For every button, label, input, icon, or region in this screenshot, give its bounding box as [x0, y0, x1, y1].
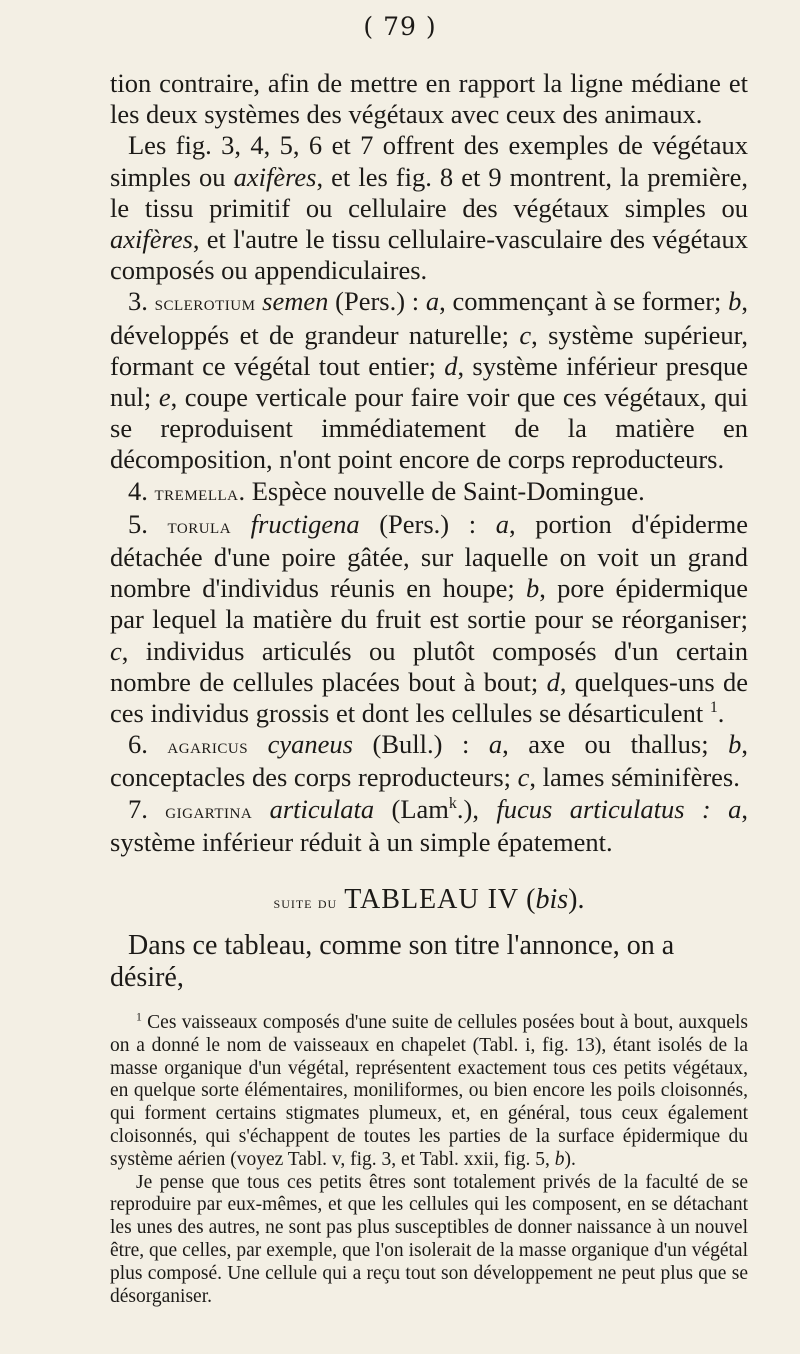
- letter-label: b: [526, 573, 540, 604]
- entry-number: 5.: [128, 508, 168, 539]
- letter-label: b: [554, 1148, 565, 1170]
- text-span: , système supérieur, formant ce végétal tout entier;: [110, 319, 748, 381]
- intro-line: Dans ce tableau, comme son titre l'annonce, on a désiré,: [110, 930, 675, 994]
- text-span: , système inférieur réduit à un simple épatement.: [110, 793, 749, 857]
- genus-name: gigartina: [165, 798, 253, 823]
- footnote-1: [110, 1012, 748, 1172]
- entry-number: 4.: [128, 475, 155, 506]
- figure-entry-6: [110, 729, 748, 793]
- text-span: tion contraire, afin de mettre en rapport la ligne médiane et les deux systèmes des végétaux avec ceux des animaux.: [110, 68, 748, 130]
- entry-number: 7.: [128, 793, 166, 824]
- text-span: , et les fig. 8 et 9 montrent, la première, le tissu primitif ou cellulaire des végétaux simples ou: [110, 161, 748, 223]
- text-span: (Pers.) :: [359, 508, 496, 539]
- heading-paren: (: [519, 884, 536, 916]
- text-span: , lames séminifères.: [529, 762, 740, 793]
- figure-entry-5: [110, 509, 748, 729]
- letter-label: c: [519, 319, 532, 350]
- footnote-marker: 1: [709, 699, 718, 717]
- species-name: semen: [255, 286, 329, 317]
- text-span: , et l'autre le tissu cellulaire-vasculaire des végétaux composés ou appendiculaires.: [110, 224, 748, 286]
- letter-label: d: [444, 350, 458, 381]
- heading-title: TABLEAU IV: [344, 884, 520, 916]
- italic-term: axifères: [233, 161, 317, 192]
- text-span: , coupe verticale pour faire voir que ces végétaux, qui se reproduisent immédiatement de la matière en décomposition, n'ont point encore de corps reproducteurs.: [110, 382, 748, 475]
- entry-number: 6.: [128, 729, 168, 760]
- text-span: .),: [456, 793, 497, 824]
- paragraph-2: [110, 130, 748, 286]
- superscript: k: [448, 794, 457, 812]
- entry-number: 3.: [128, 286, 155, 317]
- genus-name: agaricus: [167, 734, 249, 759]
- text-span: (Pers.) :: [328, 286, 426, 317]
- letter-label: a: [488, 729, 503, 760]
- text-span: , commençant à se former;: [439, 286, 729, 317]
- text-span: .: [717, 698, 725, 729]
- letter-label: e: [158, 382, 171, 413]
- species-name: cyaneus: [248, 729, 353, 760]
- text-span: , système inférieur presque nul;: [110, 350, 748, 413]
- footnote-number: 1: [136, 1010, 142, 1024]
- genus-name: sclerotium: [154, 291, 256, 316]
- heading-paren: ).: [568, 884, 585, 916]
- synonym-name: fucus articulatus :: [496, 793, 711, 824]
- text-span: (Lam: [374, 793, 449, 824]
- species-name: articulata: [252, 793, 375, 824]
- text-span: . Espèce nouvelle de Saint-Domingue.: [238, 475, 645, 506]
- text-span: , individus articulés ou plutôt composés d'un certain nombre de cellules placées bout à bout;: [110, 635, 748, 697]
- genus-name: torula: [167, 513, 232, 538]
- text-span: , développés et de grandeur naturelle;: [110, 286, 749, 350]
- letter-label: a: [425, 286, 440, 317]
- heading-bis: bis: [535, 884, 569, 916]
- heading-prefix: suite du: [273, 893, 338, 913]
- page-number: ( 79 ): [363, 12, 437, 41]
- letter-label: b: [728, 286, 742, 317]
- text-span: , quelques-uns de ces individus grossis et dont les cellules se désarticulent: [110, 666, 748, 729]
- text-span: , pore épidermique par lequel la matière du fruit est sortie pour se réorganiser;: [110, 573, 748, 635]
- letter-label: d: [546, 666, 560, 697]
- letter-label: b: [728, 729, 742, 760]
- figure-entry-7: [110, 794, 748, 858]
- main-text: [110, 68, 748, 858]
- genus-name: tremella: [154, 480, 239, 505]
- species-name: fructigena: [231, 508, 360, 539]
- letter-label: a: [495, 508, 509, 539]
- text-span: [711, 794, 728, 824]
- letter-label: c: [110, 635, 122, 666]
- text-span: , axe ou thallus;: [502, 729, 729, 760]
- text-span: (Bull.) :: [352, 729, 489, 760]
- text-span: Les fig. 3, 4, 5, 6 et 7 offrent des exemples de végétaux simples ou: [110, 130, 748, 192]
- letter-label: a: [728, 793, 742, 824]
- text-span: , portion d'épiderme détachée d'une poire gâtée, sur laquelle on voit un grand nombre d'individus réunis en houpe;: [110, 508, 748, 604]
- paragraph-1: [110, 68, 748, 130]
- text-span: , conceptacles des corps reproducteurs;: [110, 729, 748, 793]
- italic-term: axifères: [110, 224, 193, 255]
- figure-entry-3: [110, 286, 748, 475]
- section-heading: [110, 884, 748, 916]
- footnote-2: Je pense que tous ces petits êtres sont totalement privés de la faculté de se reproduire par eux-mêmes, et que les cellules qui les composent, en se détachant les unes des autres, ne sont pas plus susceptibles de donner naissance à un nouvel être, que celles, par exemple, que l'on isolerait de la masse organique d'un végétal plus composé. Une cellule qui a reçu tout son développement ne peut plus que se désorganiser.: [110, 1171, 748, 1307]
- letter-label: c: [517, 762, 530, 793]
- text-span: Ces vaisseaux composés d'une suite de cellules posées bout à bout, auxquels on a donné le nom de vaisseaux en chapelet (Tabl. i, fig. 13), étant isolés de la masse organique d'un végétal, représentent exactement tous ces petits végétaux, en quelque sorte élémentaires, moniliformes, ou bien encore les poils cloisonnés, qui forment certains stigmates plumeux, et, en général, tous ceux également cloisonnés, qui s'échappent de toutes les parties de la surface épidermique du système aérien (voyez Tabl. v, fig. 3, et Tabl. xxii, fig. 5,: [110, 1012, 748, 1170]
- text-span: ).: [564, 1148, 576, 1170]
- figure-entry-4: [110, 476, 748, 509]
